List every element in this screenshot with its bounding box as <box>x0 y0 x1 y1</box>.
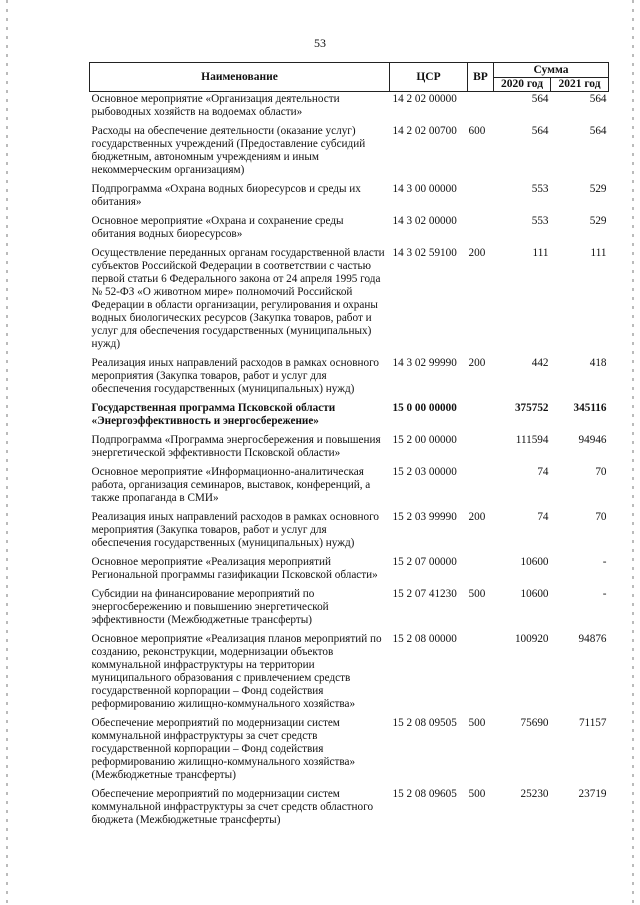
budget-table <box>89 62 609 827</box>
row-vr: 200 <box>468 247 486 259</box>
row-value-2020: 74 <box>537 466 549 478</box>
row-name: Основное мероприятие «Реализация планов мероприятий по созданию, реконструкции, модернизации объектов коммунальной инфраструктуры на территории муниципального образования с привлечением средств государственной корпорации – Фонд содействия реформированию жилищно-коммунального хозяйства» <box>91 633 382 710</box>
row-value-2021: 94876 <box>578 633 607 645</box>
row-name: Реализация иных направлений расходов в рамках основного мероприятия (Закупка товаров, работ и услуг для обеспечения государственных (муниципальных) нужд) <box>91 511 379 549</box>
row-code: 14 3 02 99990 <box>392 357 457 369</box>
row-code: 15 0 00 00000 <box>392 402 457 414</box>
row-code: 14 3 02 59100 <box>392 247 457 259</box>
header-csr: ЦСР <box>390 63 468 92</box>
row-value-2020: 111 <box>532 247 549 259</box>
row-name: Подпрограмма «Охрана водных биоресурсов и среды их обитания» <box>91 183 361 208</box>
row-value-2020: 75690 <box>520 717 549 729</box>
row-name: Основное мероприятие «Информационно-аналитическая работа, организация семинаров, выставок, конференций, а также пропаганда в СМИ» <box>91 466 371 504</box>
row-vr <box>468 428 494 460</box>
row-value-2021: 23719 <box>578 788 607 800</box>
row-name: Основное мероприятие «Охрана и сохранение среды обитания водных биоресурсов» <box>91 215 344 240</box>
scan-edge-left <box>6 0 8 905</box>
table-row <box>90 92 609 120</box>
row-value-2020: 564 <box>531 125 549 137</box>
row-value-2021: 94946 <box>578 434 607 446</box>
row-vr: 200 <box>468 511 486 523</box>
row-vr <box>468 177 494 209</box>
row-code: 14 3 02 00000 <box>392 215 457 227</box>
row-value-2020: 10600 <box>520 588 549 600</box>
row-name: Субсидии на финансирование мероприятий по энергосбережению и повышению энергетической эффективности (Межбюджетные трансферты) <box>91 588 329 626</box>
row-name: Обеспечение мероприятий по модернизации систем коммунальной инфраструктуры за счет средств областного бюджета (Межбюджетные трансферты) <box>91 788 374 826</box>
row-name: Осуществление переданных органам государственной власти субъектов Российской Федерации в соответствии с частью первой статьи 6 Федерального закона от 24 апреля 1995 года № 52-ФЗ «О животном мире» полномочий Российской Федерации в области организации, регулирования и охраны водных биологических ресурсов (Закупка товаров, работ и услуг для обеспечения государственных (муниципальных) нужд) <box>91 247 385 350</box>
row-name: Расходы на обеспечение деятельности (оказание услуг) государственных учреждений (Предоставление субсидий бюджетным, автономным учреждениям и иным некоммерческим организациям) <box>91 125 366 176</box>
row-code: 15 2 08 09605 <box>392 788 457 800</box>
table-body <box>90 92 609 828</box>
row-value-2020: 10600 <box>520 556 549 568</box>
row-value-2020: 74 <box>537 511 549 523</box>
row-value-2021: 564 <box>589 93 607 105</box>
row-code: 14 2 02 00700 <box>392 125 457 137</box>
page-number: 53 <box>314 36 326 50</box>
row-vr <box>468 92 494 120</box>
row-code: 15 2 08 00000 <box>392 633 457 645</box>
table-row <box>90 241 609 351</box>
row-value-2021: 71157 <box>578 717 607 729</box>
row-vr <box>468 460 494 505</box>
row-value-2020: 111594 <box>515 434 549 446</box>
row-vr: 500 <box>468 788 486 800</box>
header-sum: Сумма <box>494 63 609 78</box>
row-vr: 500 <box>468 588 486 600</box>
row-name: Подпрограмма «Программа энергосбережения и повышения энергетической эффективности Псковской области» <box>91 434 381 459</box>
row-vr <box>468 209 494 241</box>
row-code: 14 2 02 00000 <box>392 93 457 105</box>
row-value-2021: 529 <box>589 215 607 227</box>
table-row <box>90 627 609 711</box>
header-name: Наименование <box>90 63 390 92</box>
header-vr: ВР <box>468 63 494 92</box>
table-row <box>90 177 609 209</box>
row-value-2020: 442 <box>531 357 549 369</box>
row-vr <box>468 627 494 711</box>
row-value-2020: 553 <box>531 215 549 227</box>
row-value-2021: - <box>602 556 607 568</box>
scan-edge-right <box>632 0 634 905</box>
row-vr: 600 <box>468 125 486 137</box>
row-value-2020: 25230 <box>520 788 549 800</box>
table-row <box>90 119 609 177</box>
row-vr <box>468 396 494 428</box>
row-value-2021: 70 <box>595 511 607 523</box>
table-row <box>90 582 609 627</box>
row-name: Реализация иных направлений расходов в рамках основного мероприятия (Закупка товаров, работ и услуг для обеспечения государственных (муниципальных) нужд) <box>91 357 379 395</box>
row-value-2021: 418 <box>589 357 607 369</box>
table-row <box>90 428 609 460</box>
row-value-2021: 529 <box>589 183 607 195</box>
row-vr: 200 <box>468 357 486 369</box>
row-code: 15 2 03 99990 <box>392 511 457 523</box>
header-year-2020: 2020 год <box>494 78 551 92</box>
table-row <box>90 396 609 428</box>
table-row <box>90 550 609 582</box>
row-vr <box>468 550 494 582</box>
row-value-2021: - <box>602 588 607 600</box>
table-row <box>90 209 609 241</box>
row-value-2020: 100920 <box>514 633 549 645</box>
row-code: 15 2 03 00000 <box>392 466 457 478</box>
row-value-2021: 564 <box>589 125 607 137</box>
row-value-2020: 375752 <box>514 402 549 414</box>
row-value-2020: 553 <box>531 183 549 195</box>
row-value-2021: 111 <box>590 247 607 259</box>
row-name: Обеспечение мероприятий по модернизации систем коммунальной инфраструктуры за счет средств государственной корпорации – Фонд содействия реформированию жилищно-коммунального хозяйства» (Межбюджетные трансферты) <box>91 717 356 781</box>
table-row <box>90 782 609 827</box>
row-name: Государственная программа Псковской области «Энергоэффективность и энергосбережение» <box>91 402 336 427</box>
row-name: Основное мероприятие «Реализация мероприятий Региональной программы газификации Псковской области» <box>91 556 378 581</box>
row-vr: 500 <box>468 717 486 729</box>
row-name: Основное мероприятие «Организация деятельности рыбоводных хозяйств на водоемах области» <box>91 93 340 118</box>
header-year-2021: 2021 год <box>551 78 609 92</box>
row-value-2020: 564 <box>531 93 549 105</box>
table-row <box>90 351 609 396</box>
table-header <box>90 63 609 92</box>
row-code: 15 2 07 41230 <box>392 588 457 600</box>
row-code: 15 2 08 09505 <box>392 717 457 729</box>
table-row <box>90 711 609 782</box>
row-value-2021: 345116 <box>573 402 607 414</box>
row-value-2021: 70 <box>595 466 607 478</box>
table-row <box>90 505 609 550</box>
row-code: 14 3 00 00000 <box>392 183 457 195</box>
row-code: 15 2 07 00000 <box>392 556 457 568</box>
row-code: 15 2 00 00000 <box>392 434 457 446</box>
table-row <box>90 460 609 505</box>
